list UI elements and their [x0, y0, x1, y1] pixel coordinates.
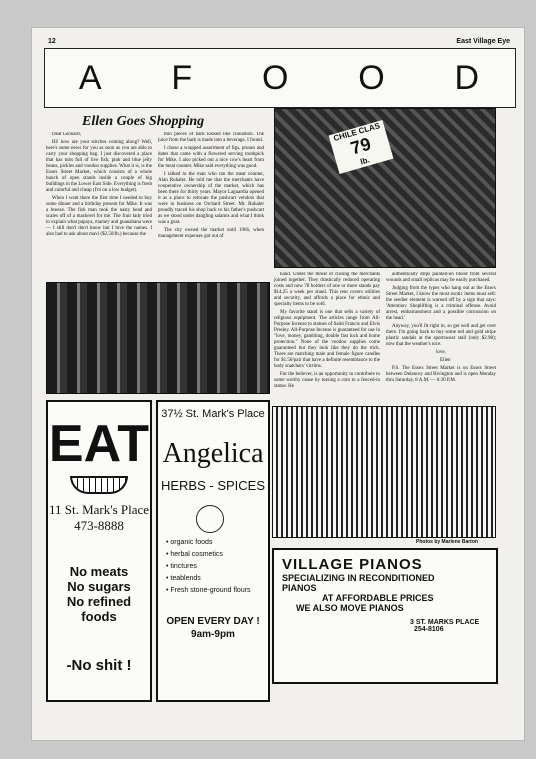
pianos-address: 3 ST. MARKS PLACE — [410, 619, 480, 626]
signature: Ellen — [440, 358, 451, 363]
paragraph: I chose a wrapped assortment of figs, prunes and dates that came with a flowered serving toothpick for Mike. I also picked out a nice cow's heart from the meat counter. Mike said everything was good. — [158, 146, 264, 169]
angelica-open: OPEN EVERY DAY ! — [166, 616, 260, 627]
angelica-item: • teablends — [166, 575, 201, 582]
market-stand-photo — [46, 282, 270, 394]
paragraph: Dear Leonard, — [52, 132, 81, 137]
angelica-item: • Fresh stone-ground flours — [166, 587, 251, 594]
article-column-1 — [46, 132, 152, 278]
paragraph: My favorite stand is one that sells a variety of religious equipment. The articles range from All-Purpose Incense to statues of Saint Francis and Elvis Presley. All-Purpose Incense is guaranteed for use in "love, money, gambling, double fast luck and home protection." None of the voodoo supplies come guaranteed but they look like they do the trick. There are matching male and female figure candles for $1.50/pair that have a definite resemblance to the body snatchers' victims. — [274, 310, 380, 369]
paragraph: Judging from the types who hang out at the Essex Street Market, I know the most exotic items must sell: the seedier element is warned off by a sign that says: 'Attention: Shoplifting is a criminal offense. Avoid arrest, embarrassment and a possible concussion on the head.' — [386, 286, 496, 321]
banner-letter: A — [78, 58, 104, 97]
signoff: love, — [436, 350, 446, 355]
banner-letter: D — [454, 58, 482, 97]
price-unit: lb. — [359, 155, 371, 167]
pianos-line: AT AFFORDABLE PRICES — [322, 593, 434, 603]
article-column-3 — [274, 272, 380, 402]
eat-phone: 473-8888 — [74, 518, 124, 533]
paragraph: The city owned the market until 1966, when management expenses got out of — [158, 228, 264, 239]
photo-texture — [273, 407, 495, 537]
angelica-item: • tinctures — [166, 563, 197, 570]
angelica-item: • herbal cosmetics — [166, 551, 223, 558]
paragraph: authentically drips painted-on blood from several wounds and small replicas may be easily purchased. — [386, 272, 496, 283]
postscript: P.S. The Essex Street Market is on Essex Street between Delancey and Rivington and is open Monday thru Saturday, 8 A.M. — 6:30 P.M. — [386, 366, 496, 383]
page-number: 12 — [48, 38, 56, 45]
angelica-address: 37½ St. Mark's Place — [161, 408, 265, 420]
pianos-copy — [274, 550, 496, 639]
paragraph: When I went there the first time I needed to buy some dinner and a birthday present for Mike. It was a breeze. The fish man took the nasty head and scales off of a mackerel for me. The fruit lady tried to explain what papaya, mamey and guanabana were — I still don't don't know but I love the names. I also had to ask about mavi ($2.50/lb.) because the — [46, 196, 152, 237]
sandals-photo — [272, 406, 496, 538]
paragraph: Hi! how are your stitches coming along? Well, here's some news for you as soon as you are able to carry your shopping bag. I just discovered a place that has tubs full of live fish, pink and blue jelly beans, pickles and voodoo supplies. What it is, is the Essex Street Market, which consists of a whole bunch of open stands inside a couple of big buildings in the Lower East Side. Everything is fresh and colorful and cheap (I'm on a low budget). — [46, 140, 152, 193]
photo-credit: Photos by Marlene Barton — [416, 539, 478, 545]
pianos-name: VILLAGE PIANOS — [282, 556, 423, 573]
market-photo-price-sign — [274, 108, 496, 268]
eat-closing: -No shit ! — [66, 657, 132, 674]
angelica-name: Angelica — [162, 438, 264, 469]
paragraph: I talked to the man who ran the meat counter, Alan Ruhaler. He told me that the merchants have cooperative ownership of the market, which has been there for thirty years. Mayor Laguardia opened it as a place to relocate the pushcart vendors that were in business on Orchard Street. Mr. Ruhaler proudly traced his shop back to his father's pushcart as we stood under dangling salamis and what I think was a goat. — [158, 172, 264, 225]
banner-letter: O — [262, 58, 291, 97]
flower-icon — [196, 505, 224, 533]
paragraph: thin pieces of bark looked like cinnamon. The juice from the bark is made into a beverage, I found. — [158, 132, 264, 143]
food-banner — [44, 48, 516, 108]
angelica-hours: 9am-9pm — [191, 629, 235, 640]
angelica-list — [158, 537, 268, 597]
pianos-phone: 254-8106 — [414, 626, 444, 633]
photo-texture — [47, 283, 269, 393]
eat-line: No meats — [69, 564, 129, 579]
price-line-2: CLAS — [357, 121, 382, 136]
eat-address: 11 St. Mark's Place — [48, 502, 150, 517]
pianos-line: WE ALSO MOVE PIANOS — [296, 603, 404, 613]
mouth-icon — [70, 476, 128, 494]
banner-letter: F — [171, 58, 195, 97]
column-title: Ellen Goes Shopping — [82, 114, 205, 129]
paragraph: hand. Under the threat of closing the merchants joined together. They drastically reduced operating costs and now 78 holders of one or more stands pay $14.25 a week per stand. This rent covers utilities and security, and affords a place for ethnic and specialty items to be sold. — [274, 272, 380, 307]
eat-restaurant-ad — [46, 400, 152, 702]
price-line-1: CHILE — [332, 127, 358, 144]
article-column-4 — [386, 272, 496, 402]
eat-title: EAT — [48, 415, 150, 473]
pianos-line: SPECIALIZING IN RECONDITIONED — [282, 573, 435, 583]
angelica-herbs-ad — [156, 400, 270, 702]
angelica-item: • organic foods — [166, 539, 213, 546]
price-value: 79 — [348, 133, 374, 159]
angelica-subtitle: HERBS - SPICES — [160, 478, 266, 493]
village-pianos-ad — [272, 548, 498, 684]
pianos-line: PIANOS — [282, 583, 317, 593]
newspaper-page — [32, 28, 524, 740]
publication-name: East Village Eye — [456, 38, 510, 45]
paragraph: Anyway, you'll fit right in, so get well and get over there. I'm going back to buy some red and gold stripe plastic sandals at the sportswear stall (only $2.98); now that the weather's nice. — [386, 324, 496, 347]
eat-line: No refined — [66, 594, 132, 609]
paragraph: For the believer, is an opportunity to contribute to some worthy cause by tossing a coin to a fenced-in statue. He — [274, 372, 380, 389]
eat-line: foods — [81, 609, 117, 624]
eat-line: No sugars — [67, 579, 131, 594]
article-column-2 — [158, 132, 264, 278]
banner-letter: O — [358, 58, 387, 97]
